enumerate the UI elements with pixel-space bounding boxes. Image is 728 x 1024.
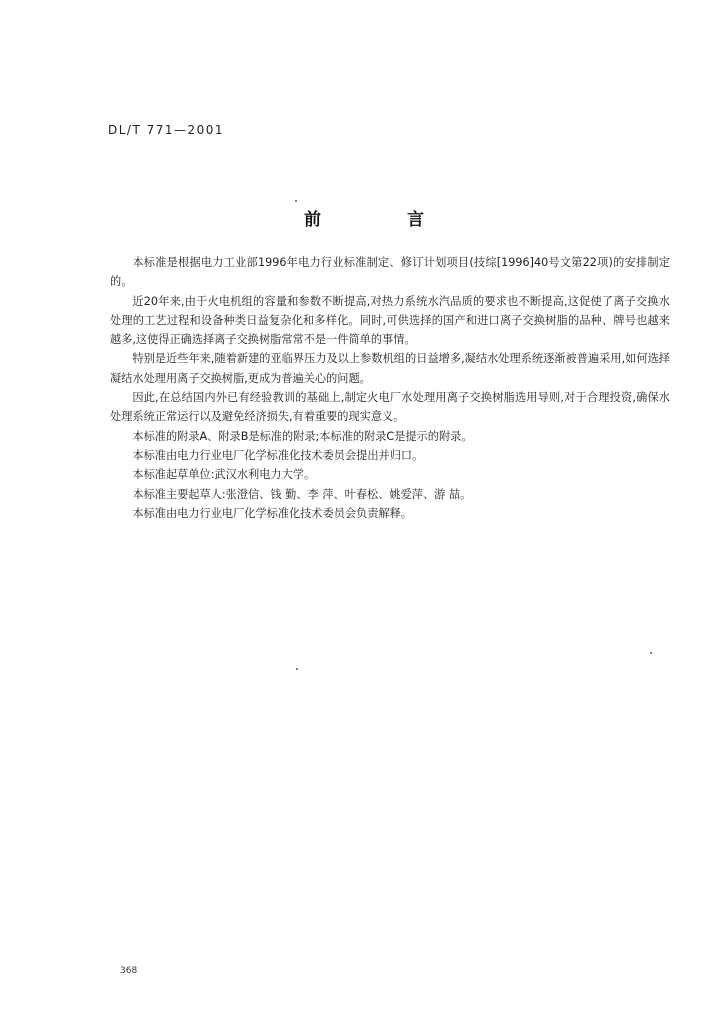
page-title: 前 言: [304, 210, 464, 230]
paragraph: 本标准由电力行业电厂化学标准化技术委员会负责解释。: [132, 506, 413, 520]
paragraph: 特别是近些年来,随着新建的亚临界压力及以上参数机组的日益增多,凝结水处理系统逐渐被普遍采用,如何选择凝结水处理用离子交换树脂,更成为普遍关心的问题。: [110, 352, 670, 385]
paragraph: 本标准是根据电力工业部1996年电力行业标准制定、修订计划项目(技综[1996]40号文第22项)的安排制定的。: [110, 256, 670, 289]
page-number: 368: [120, 966, 138, 976]
foreword-body: [110, 253, 670, 523]
standard-code: DL/T 771—2001: [108, 123, 225, 137]
scan-speck: [296, 668, 298, 670]
paragraph: 本标准起草单位:武汉水利电力大学。: [132, 468, 316, 482]
paragraph: 本标准由电力行业电厂化学标准化技术委员会提出并归口。: [132, 448, 424, 462]
paragraph: 本标准的附录A、附录B是标准的附录;本标准的附录C是提示的附录。: [132, 429, 473, 443]
paragraph: 因此,在总结国内外已有经验教训的基础上,制定火电厂水处理用离子交换树脂选用导则,对于合理投资,确保水处理系统正常运行以及避免经济损失,有着重要的现实意义。: [110, 391, 670, 424]
scan-speck: [295, 200, 297, 202]
paragraph: 近20年来,由于火电机组的容量和参数不断提高,对热力系统水汽品质的要求也不断提高,这促使了离子交换水处理的工艺过程和设备种类日益复杂化和多样化。同时,可供选择的国产和进口离子交换树脂的品种、牌号也越来越多,这使得正确选择离子交换树脂常常不是一件简单的事情。: [110, 294, 670, 347]
paragraph: 本标准主要起草人:张澄信、钱 勤、李 萍、叶春松、姚爱萍、游 喆。: [132, 487, 472, 501]
scan-speck: [650, 652, 652, 654]
